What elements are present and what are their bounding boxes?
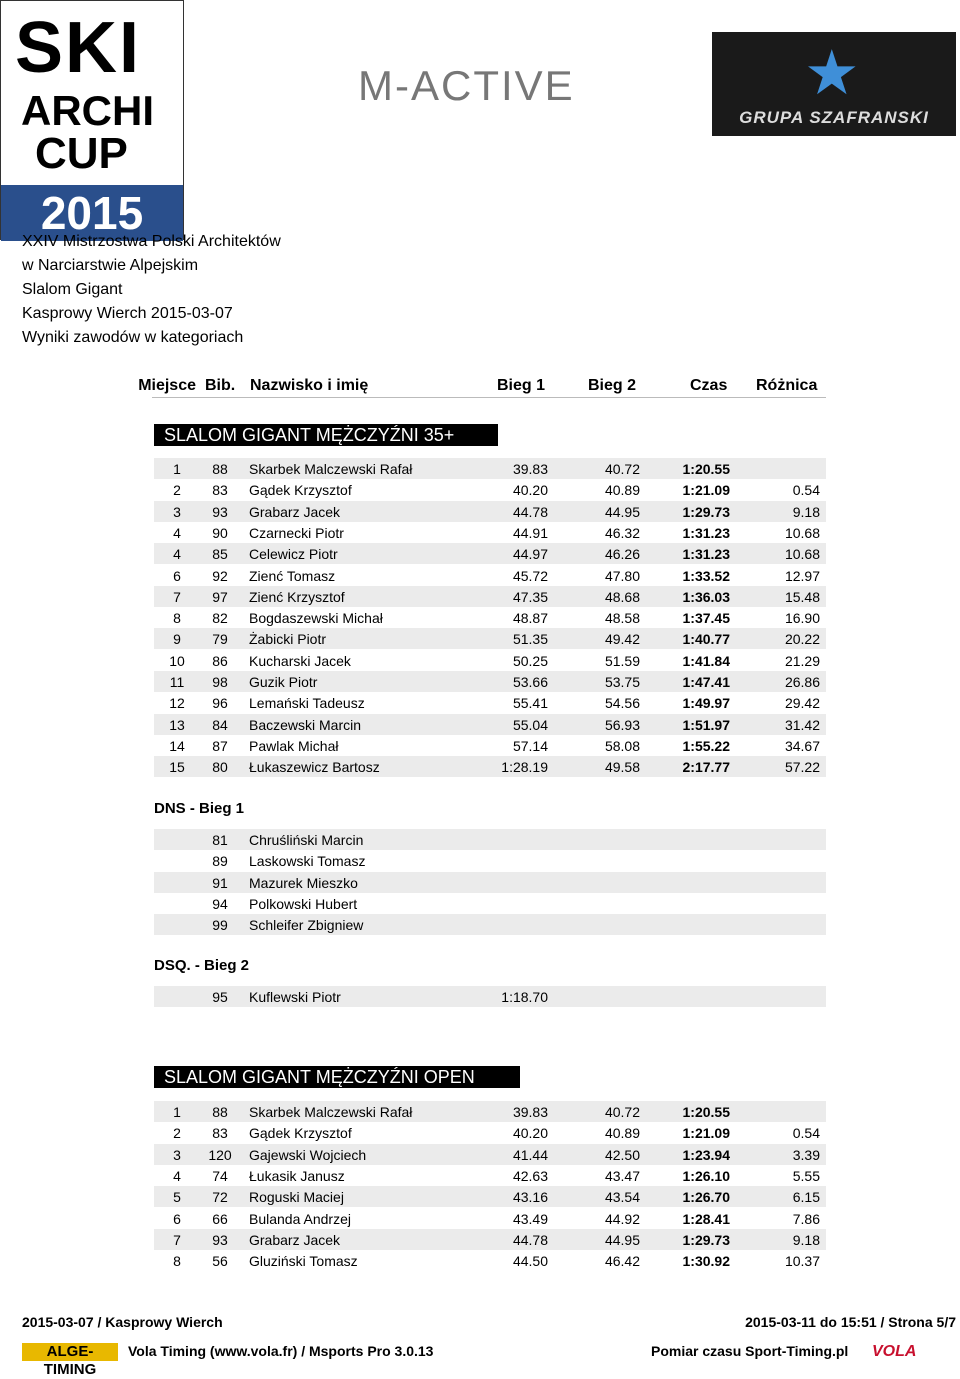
cell-run1: 47.35 — [512, 588, 548, 605]
table-row — [154, 914, 826, 935]
table-row — [154, 986, 826, 1007]
cell-place: 1 — [173, 461, 181, 477]
cell-run1: 40.20 — [512, 482, 548, 499]
cell-place: 5 — [173, 1189, 181, 1206]
cell-run2: 49.42 — [604, 631, 640, 648]
mactive-logo: M-ACTIVE — [358, 62, 575, 109]
table-row — [154, 850, 826, 871]
cell-bib: 88 — [212, 1104, 228, 1120]
table-row — [154, 479, 826, 500]
logo-year: 2015 — [1, 185, 183, 241]
cell-run2: 40.89 — [604, 482, 640, 499]
cell-name: Guzik Piotr — [249, 674, 318, 690]
cell-run2: 46.32 — [604, 524, 640, 541]
cell-run2: 58.08 — [604, 737, 640, 754]
cell-time: 1:37.45 — [682, 610, 730, 627]
cell-run2: 44.95 — [604, 503, 640, 520]
cell-name: Kuflewski Piotr — [249, 989, 341, 1005]
dsq-label: DSQ. - Bieg 2 — [154, 957, 250, 974]
cell-name: Mazurek Mieszko — [249, 874, 358, 891]
cell-diff: 9.18 — [792, 503, 820, 520]
cell-diff: 16.90 — [784, 610, 820, 627]
col-bib: Bib. — [205, 377, 236, 394]
cell-place: 8 — [173, 1253, 181, 1270]
vola-logo: VOLA — [872, 1343, 917, 1360]
results-caption: Wyniki zawodów w kategoriach — [22, 329, 244, 346]
cell-bib: 94 — [212, 895, 228, 912]
cell-place: 14 — [169, 737, 185, 754]
cell-bib: 81 — [212, 832, 228, 848]
cell-run1: 55.41 — [512, 695, 548, 712]
table-row — [154, 1144, 826, 1165]
cell-place: 3 — [173, 1146, 181, 1163]
cell-name: Bogdaszewski Michał — [249, 610, 383, 627]
table-row — [154, 628, 826, 649]
cell-name: Gądek Krzysztof — [249, 1125, 352, 1142]
col-name: Nazwisko i imię — [250, 377, 369, 394]
cell-name: Chruśliński Marcin — [249, 832, 364, 848]
cell-run2: 42.50 — [604, 1146, 640, 1163]
cell-diff: 26.86 — [784, 674, 820, 690]
footer-date-location: 2015-03-07 / Kasprowy Wierch — [22, 1314, 223, 1330]
table-row — [154, 1186, 826, 1207]
cell-name: Pawlak Michał — [249, 737, 339, 754]
cell-name: Celewicz Piotr — [249, 546, 338, 563]
cell-run1: 50.25 — [512, 652, 548, 669]
cell-place: 2 — [173, 1125, 181, 1142]
cell-bib: 89 — [212, 853, 228, 870]
table-row — [154, 1250, 826, 1271]
cell-bib: 85 — [212, 546, 228, 563]
cell-bib: 92 — [212, 567, 228, 584]
cell-bib: 66 — [212, 1210, 228, 1227]
cell-run2: 56.93 — [604, 716, 640, 733]
table-row — [154, 565, 826, 586]
logo-line1: SKI — [15, 8, 142, 88]
cell-name: Skarbek Malczewski Rafał — [249, 461, 413, 477]
footer-timing-provider: Pomiar czasu Sport-Timing.pl — [651, 1343, 849, 1359]
cell-diff: 0.54 — [792, 1125, 820, 1142]
event-title: XXIV Mistrzostwa Polski Architektów — [22, 233, 281, 250]
cell-run2: 43.47 — [604, 1167, 640, 1184]
cell-time: 1:33.52 — [682, 567, 730, 584]
table-row — [154, 1208, 826, 1229]
cell-name: Lemański Tadeusz — [249, 695, 365, 712]
cell-diff: 57.22 — [784, 759, 820, 776]
table-row — [154, 872, 826, 893]
table-row — [154, 501, 826, 522]
cell-place: 4 — [173, 1167, 181, 1184]
cell-bib: 82 — [212, 610, 228, 627]
cell-diff: 5.55 — [792, 1167, 820, 1184]
cell-diff: 7.86 — [792, 1210, 820, 1227]
cell-time: 1:31.23 — [682, 546, 730, 563]
cell-bib: 87 — [212, 737, 228, 754]
cell-run1: 44.91 — [512, 524, 548, 541]
alge-timing-logo: ALGE-TIMING — [22, 1343, 118, 1361]
cell-bib: 93 — [212, 503, 228, 520]
table-row — [154, 1101, 826, 1122]
cell-diff: 34.67 — [784, 737, 820, 754]
cell-name: Gluziński Tomasz — [249, 1253, 358, 1270]
cell-run1: 45.72 — [512, 567, 548, 584]
cell-name: Bulanda Andrzej — [249, 1210, 351, 1227]
cell-name: Roguski Maciej — [249, 1189, 344, 1206]
cell-bib: 95 — [212, 989, 228, 1005]
cell-bib: 83 — [212, 482, 228, 499]
table-row — [154, 650, 826, 671]
cell-name: Skarbek Malczewski Rafał — [249, 1104, 413, 1120]
cell-bib: 120 — [208, 1146, 232, 1163]
cell-place: 4 — [173, 524, 181, 541]
cell-diff: 29.42 — [784, 695, 820, 712]
cell-run1: 1:28.19 — [501, 759, 548, 776]
cell-run1: 42.63 — [512, 1167, 548, 1184]
table-row — [154, 1229, 826, 1250]
footer-page-info: 2015-03-11 do 15:51 / Strona 5/7 — [745, 1314, 956, 1330]
cell-place: 11 — [169, 674, 185, 690]
cell-bib: 96 — [212, 695, 228, 712]
cell-diff: 10.68 — [784, 524, 820, 541]
section-title-open: SLALOM GIGANT MĘŻCZYŹNI OPEN — [154, 1066, 520, 1088]
cell-time: 1:36.03 — [682, 588, 730, 605]
cell-place: 6 — [173, 567, 181, 584]
cell-place: 3 — [173, 503, 181, 520]
logo-line2: ARCHI — [21, 87, 154, 134]
cell-time: 1:41.84 — [682, 652, 730, 669]
cell-time: 1:55.22 — [682, 737, 730, 754]
cell-run2: 49.58 — [604, 759, 640, 776]
cell-place: 8 — [173, 610, 181, 627]
cell-diff: 12.97 — [784, 567, 820, 584]
cell-name: Laskowski Tomasz — [249, 853, 366, 870]
cell-name: Kucharski Jacek — [249, 652, 351, 669]
col-time: Czas — [690, 377, 728, 394]
table-row — [154, 607, 826, 628]
event-discipline: Slalom Gigant — [22, 281, 123, 298]
cell-place: 7 — [173, 588, 181, 605]
cell-time: 1:30.92 — [682, 1253, 730, 1270]
cell-time: 1:47.41 — [682, 674, 730, 690]
cell-name: Zienć Tomasz — [249, 567, 336, 584]
cell-run1: 40.20 — [512, 1125, 548, 1142]
cell-name: Grabarz Jacek — [249, 1231, 341, 1248]
cell-run1: 51.35 — [512, 631, 548, 648]
cell-place: 7 — [173, 1231, 181, 1248]
cell-run1: 48.87 — [512, 610, 548, 627]
star-icon: ★ — [804, 39, 860, 108]
cell-run1: 39.83 — [512, 1104, 548, 1120]
table-row — [154, 893, 826, 914]
cell-time: 2:17.77 — [682, 759, 730, 776]
cell-bib: 79 — [212, 631, 228, 648]
cell-name: Łukasik Janusz — [249, 1167, 345, 1184]
cell-time: 1:31.23 — [682, 524, 730, 541]
event-location-date: Kasprowy Wierch 2015-03-07 — [22, 305, 233, 322]
cell-bib: 74 — [212, 1167, 228, 1184]
table-row — [154, 756, 826, 777]
cell-place: 13 — [169, 716, 185, 733]
section-title-35plus: SLALOM GIGANT MĘŻCZYŹNI 35+ — [154, 424, 498, 446]
cell-place: 12 — [169, 695, 185, 712]
cell-place: 10 — [169, 652, 185, 669]
cell-time: 1:28.41 — [682, 1210, 730, 1227]
cell-run2: 47.80 — [604, 567, 640, 584]
table-row — [154, 458, 826, 479]
cell-time: 1:20.55 — [682, 461, 730, 477]
header-divider — [152, 397, 826, 398]
cell-run1: 1:18.70 — [501, 989, 548, 1005]
cell-run2: 44.95 — [604, 1231, 640, 1248]
cell-run2: 53.75 — [604, 674, 640, 690]
cell-time: 1:26.10 — [682, 1167, 730, 1184]
ski-archi-cup-logo — [0, 0, 184, 240]
table-row — [154, 671, 826, 692]
table-row — [154, 1122, 826, 1143]
cell-time: 1:21.09 — [682, 1125, 730, 1142]
cell-diff: 0.54 — [792, 482, 820, 499]
cell-run2: 48.58 — [604, 610, 640, 627]
grupa-szafranski-logo — [712, 32, 956, 136]
table-row — [154, 714, 826, 735]
cell-run2: 46.42 — [604, 1253, 640, 1270]
cell-bib: 86 — [212, 652, 228, 669]
table-row — [154, 829, 826, 850]
event-subtitle: w Narciarstwie Alpejskim — [22, 257, 199, 274]
cell-run2: 46.26 — [604, 546, 640, 563]
cell-run1: 44.78 — [512, 1231, 548, 1248]
cell-bib: 97 — [212, 588, 228, 605]
cell-name: Czarnecki Piotr — [249, 524, 344, 541]
cell-run1: 44.78 — [512, 503, 548, 520]
table-row — [154, 543, 826, 564]
cell-place: 2 — [173, 482, 181, 499]
cell-diff: 6.15 — [792, 1189, 820, 1206]
col-run2: Bieg 2 — [588, 377, 637, 394]
cell-time: 1:29.73 — [682, 1231, 730, 1248]
cell-time: 1:20.55 — [682, 1104, 730, 1120]
cell-run2: 44.92 — [604, 1210, 640, 1227]
logo-line3: CUP — [35, 129, 128, 178]
cell-place: 15 — [169, 759, 185, 776]
table-row — [154, 735, 826, 756]
cell-run2: 40.72 — [604, 1104, 640, 1120]
cell-diff: 9.18 — [792, 1231, 820, 1248]
cell-run2: 40.89 — [604, 1125, 640, 1142]
cell-bib: 93 — [212, 1231, 228, 1248]
cell-bib: 88 — [212, 461, 228, 477]
cell-bib: 56 — [212, 1253, 228, 1270]
cell-time: 1:26.70 — [682, 1189, 730, 1206]
cell-name: Grabarz Jacek — [249, 503, 341, 520]
cell-place: 6 — [173, 1210, 181, 1227]
cell-time: 1:21.09 — [682, 482, 730, 499]
cell-name: Zienć Krzysztof — [249, 588, 345, 605]
cell-run1: 53.66 — [512, 674, 548, 690]
cell-bib: 90 — [212, 524, 228, 541]
col-place: Miejsce — [138, 377, 196, 394]
cell-place: 9 — [173, 631, 181, 648]
cell-run1: 43.16 — [512, 1189, 548, 1206]
dns-label: DNS - Bieg 1 — [154, 800, 245, 817]
cell-time: 1:51.97 — [682, 716, 730, 733]
cell-run1: 41.44 — [512, 1146, 548, 1163]
cell-bib: 99 — [212, 917, 228, 934]
cell-run1: 55.04 — [512, 716, 548, 733]
cell-run1: 57.14 — [512, 737, 548, 754]
cell-diff: 20.22 — [784, 631, 820, 648]
cell-place: 4 — [173, 546, 181, 563]
cell-bib: 84 — [212, 716, 228, 733]
cell-time: 1:40.77 — [682, 631, 730, 648]
cell-run2: 54.56 — [604, 695, 640, 712]
cell-run2: 48.68 — [604, 588, 640, 605]
cell-run1: 44.50 — [512, 1253, 548, 1270]
cell-time: 1:49.97 — [682, 695, 730, 712]
cell-name: Gądek Krzysztof — [249, 482, 352, 499]
cell-name: Baczewski Marcin — [249, 716, 362, 733]
table-row — [154, 692, 826, 713]
cell-run2: 43.54 — [604, 1189, 640, 1206]
cell-time: 1:29.73 — [682, 503, 730, 520]
cell-bib: 83 — [212, 1125, 228, 1142]
cell-diff: 31.42 — [784, 716, 820, 733]
szafranski-name: GRUPA SZAFRANSKI — [739, 108, 929, 127]
cell-name: Gajewski Wojciech — [249, 1146, 367, 1163]
cell-run1: 43.49 — [512, 1210, 548, 1227]
cell-diff: 21.29 — [784, 652, 820, 669]
cell-run2: 51.59 — [604, 652, 640, 669]
table-row — [154, 1165, 826, 1186]
cell-name: Łukaszewicz Bartosz — [249, 759, 380, 776]
cell-run2: 40.72 — [604, 461, 640, 477]
cell-time: 1:23.94 — [682, 1146, 730, 1163]
cell-run1: 39.83 — [512, 461, 548, 477]
footer-software: Vola Timing (www.vola.fr) / Msports Pro 3.0.13 — [128, 1343, 434, 1359]
cell-diff: 15.48 — [784, 588, 820, 605]
cell-bib: 98 — [212, 674, 228, 690]
cell-run1: 44.97 — [512, 546, 548, 563]
cell-diff: 10.68 — [784, 546, 820, 563]
cell-name: Schleifer Zbigniew — [249, 917, 364, 934]
cell-bib: 91 — [212, 874, 228, 891]
cell-diff: 10.37 — [784, 1253, 820, 1270]
table-row — [154, 522, 826, 543]
cell-name: Polkowski Hubert — [249, 895, 358, 912]
cell-bib: 80 — [212, 759, 228, 776]
col-run1: Bieg 1 — [497, 377, 546, 394]
cell-bib: 72 — [212, 1189, 228, 1206]
col-diff: Różnica — [756, 377, 818, 394]
cell-place: 1 — [173, 1104, 181, 1120]
cell-name: Żabicki Piotr — [249, 631, 327, 648]
cell-diff: 3.39 — [792, 1146, 820, 1163]
table-row — [154, 586, 826, 607]
